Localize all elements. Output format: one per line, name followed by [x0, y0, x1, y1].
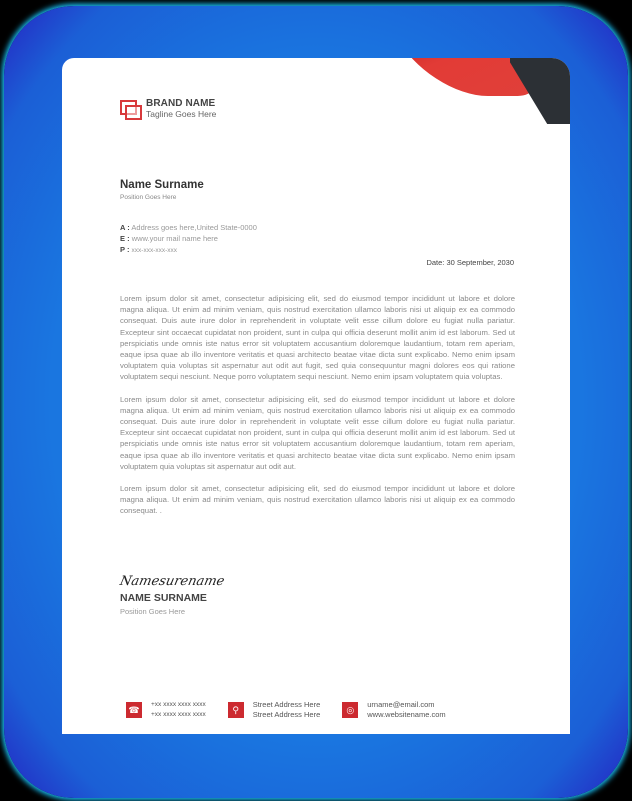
location-pin-icon: ⚲ [228, 702, 244, 718]
letter-body [120, 293, 515, 528]
brand-block [120, 98, 216, 119]
signature-block [120, 574, 224, 616]
brand-tagline: Tagline Goes Here [146, 109, 217, 119]
signature-name: NAME SURNAME [120, 592, 207, 604]
signature-script: Namesurename [118, 574, 226, 589]
body-paragraph: Lorem ipsum dolor sit amet, consectetur adipisicing elit, sed do eiusmod tempor incididunt ut labore et dolore magna aliqua. Ut enim ad minim veniam, quis nostrud exercitation ullamco laboris nisi ut aliquip ex ea commodo consequat. Duis aute irure dolor in reprehenderit in voluptate velit esse cillum dolore eu fugiat nulla pariatur. Excepteur sint occaecat cupidatat non proident, sunt in culpa qui officia deserunt mollit anim id est laborum. Sed ut perspiciatis unde omnis iste natus error sit voluptatem accusantium doloremque laudantium, totam rem aperiam, eaque ipsa quae ab illo inventore veritatis et quasi architecto beatae vitae dicta sunt explicabo. Nemo enim ipsam voluptatem quia voluptas sit aspernatur aut odit aut fugit, sed quia consequuntur magni dolores eos qui ratione voluptatem sequi nesciunt. Neque porro voluptatem sequi nesciunt. Nemo enim ipsam voluptatem quia voluptas. [120, 294, 515, 382]
footer-contacts [126, 700, 468, 720]
globe-icon: ◎ [342, 702, 358, 718]
brand-logo-icon [120, 100, 142, 118]
brand-name: BRAND NAME [146, 98, 216, 109]
signature-position: Position Goes Here [120, 607, 186, 616]
phone-icon: ☎ [126, 702, 142, 718]
body-paragraph: Lorem ipsum dolor sit amet, consectetur adipisicing elit, sed do eiusmod tempor incididunt ut labore et dolore magna aliqua. Ut enim ad minim veniam, quis nostrud exercitation ullamco laboris nisi ut aliquip ex ea commodo consequat. Duis aute irure dolor in reprehenderit in voluptate velit esse cillum dolore eu fugiat nulla pariatur. Excepteur sint occaecat cupidatat non proident, sunt in culpa qui officia deserunt mollit anim id est laborum. Sed ut perspiciatis unde omnis iste natus error sit voluptatem accusantium doloremque laudantium, totam rem aperiam, eaque ipsa quae ab illo inventore veritatis et quasi architecto beatae vitae dicta sunt explicabo. Nemo enim ipsam voluptatem quia voluptas sit aspernatur aut odit aut. [120, 394, 515, 471]
letter-date: Date: 30 September, 2030 [426, 258, 514, 267]
contact-phone: P : xxx-xxx-xxx-xxx [120, 245, 178, 254]
footer-phone: ☎ +xx xxxx xxxx xxxx +xx xxxx xxxx xxxx [126, 700, 206, 720]
sender-name: Name Surname [120, 179, 204, 191]
sender-position: Position Goes Here [120, 194, 177, 201]
sender-contacts [120, 222, 257, 256]
body-paragraph: Lorem ipsum dolor sit amet, consectetur adipisicing elit, sed do eiusmod tempor incididunt ut labore et dolore magna aliqua. Ut enim ad minim veniam, quis nostrud exercitation ullamco laboris nisi ut aliquip ex ea commodo consequat. . [120, 484, 515, 516]
footer-web: ◎ urname@email.com www.websitename.com [342, 700, 445, 720]
contact-address: A : Address goes here,United State-0000 [120, 223, 257, 232]
sender-block [120, 179, 204, 201]
letterhead-page [62, 58, 570, 734]
contact-email: E : www.your mail name here [120, 234, 218, 243]
footer-address: ⚲ Street Address Here Street Address Here [228, 700, 321, 720]
